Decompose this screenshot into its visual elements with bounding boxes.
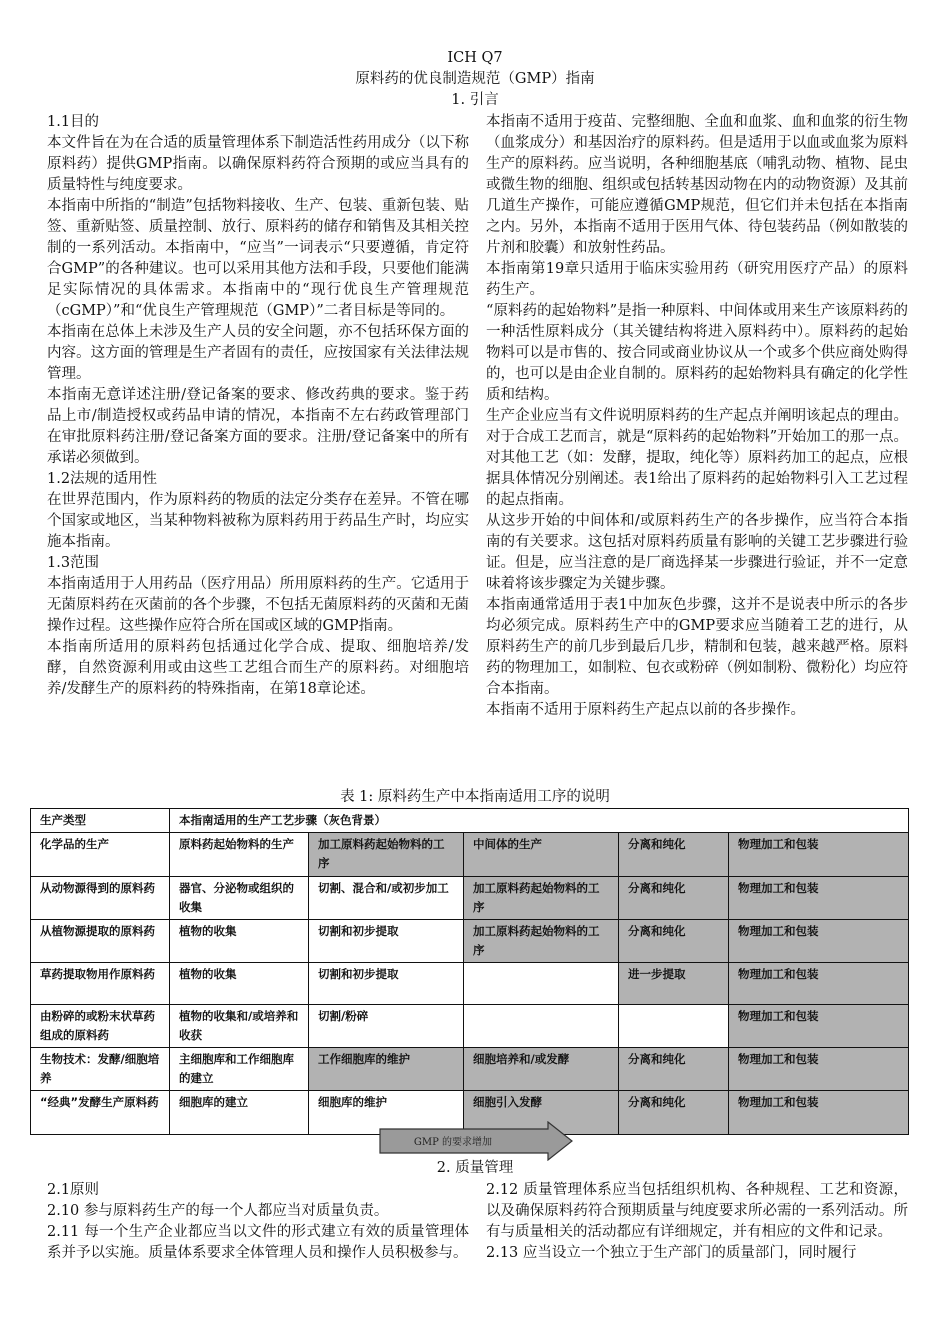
- process-steps-table: [30, 808, 909, 1135]
- clause-2-12: 2.12 质量管理体系应当包括组织机构、各种规程、工艺和资源，以及确保原料药符合预期质量与纯度要求所必需的一系列活动。所有与质量相关的活动都应有详细规定，并有相应的文件和记录。: [486, 1182, 908, 1240]
- process-step-cell: 分离和纯化: [619, 920, 729, 963]
- process-step-cell: 物理加工和包装: [729, 877, 909, 920]
- clause-2-10: 2.10 参与原料药生产的每一个人都应当对质量负责。: [47, 1203, 389, 1219]
- process-step-cell: 植物的收集: [170, 963, 309, 1005]
- table-row: [31, 833, 909, 877]
- process-step-cell: 物理加工和包装: [729, 833, 909, 877]
- process-step-cell: 加工原料药起始物料的工序: [309, 833, 464, 877]
- process-step-cell: 植物的收集: [170, 920, 309, 963]
- left-text-column: [47, 112, 469, 700]
- gmp-increase-arrow: [378, 1121, 574, 1161]
- process-step-cell: 物理加工和包装: [729, 920, 909, 963]
- process-step-cell: 切割、混合和/或初步加工: [309, 877, 464, 920]
- process-step-cell: 分离和纯化: [619, 1048, 729, 1091]
- process-step-cell: 分离和纯化: [619, 1091, 729, 1135]
- table-row: [31, 877, 909, 920]
- paragraph: 本指南不适用于原料药生产起点以前的各步操作。: [486, 702, 805, 718]
- process-step-cell: 进一步提取: [619, 963, 729, 1005]
- process-step-cell: [464, 1005, 619, 1048]
- process-step-cell: 物理加工和包装: [729, 1005, 909, 1048]
- heading-1-2: 1.2法规的适用性: [47, 471, 158, 487]
- paragraph: 在世界范围内，作为原料药的物质的法定分类存在差异。不管在哪个国家或地区，当某种物料被称为原料药用于药品生产时，均应实施本指南。: [47, 492, 469, 550]
- process-step-cell: 细胞引入发酵: [464, 1091, 619, 1135]
- paragraph: 本指南第19章只适用于临床实验用药（研究用医疗产品）的原料药生产。: [486, 261, 908, 298]
- paragraph: 本指南不适用于疫苗、完整细胞、全血和血浆、血和血浆的衍生物（血浆成分）和基因治疗的原料药。但是适用于以血或血浆为原料生产的原料药。应当说明，各种细胞基底（哺乳动物、植物、昆虫或微生物的细胞、组织或包括转基因动物在内的动物资源）及其前几道生产操作，可能应遵循GMP规范，但它们并未包括在本指南之内。另外，本指南不适用于医用气体、待包装药品（例如散装的片剂和胶囊）和放射性药品。: [486, 114, 908, 256]
- process-step-cell: 分离和纯化: [619, 877, 729, 920]
- production-type-cell: 化学品的生产: [31, 833, 170, 877]
- process-step-cell: 物理加工和包装: [729, 1091, 909, 1135]
- production-type-cell: 草药提取物用作原料药: [31, 963, 170, 1005]
- process-step-cell: 工作细胞库的维护: [309, 1048, 464, 1091]
- process-step-cell: 切割和初步提取: [309, 963, 464, 1005]
- paragraph: 本指南适用于人用药品（医疗用品）所用原料药的生产。它适用于无菌原料药在灭菌前的各个步骤，不包括无菌原料药的灭菌和无菌操作过程。这些操作应符合所在国或区域的GMP指南。: [47, 576, 469, 634]
- process-step-cell: [464, 963, 619, 1005]
- process-step-cell: 物理加工和包装: [729, 1048, 909, 1091]
- paragraph: 本指南在总体上未涉及生产人员的安全问题，亦不包括环保方面的内容。这方面的管理是生产者固有的责任，应按国家有关法律法规管理。: [47, 324, 469, 382]
- production-type-cell: “经典”发酵生产原料药: [31, 1091, 170, 1135]
- process-step-cell: 中间体的生产: [464, 833, 619, 877]
- process-step-cell: 加工原料药起始物料的工序: [464, 920, 619, 963]
- header-production-type: 生产类型: [31, 809, 170, 833]
- section-2-right-column: [486, 1180, 908, 1264]
- clause-2-11: 2.11 每一个生产企业都应当以文件的形式建立有效的质量管理体系并予以实施。质量体系要求全体管理人员和操作人员积极参与。: [47, 1224, 469, 1261]
- production-type-cell: 从植物源提取的原料药: [31, 920, 170, 963]
- table-row: [31, 1048, 909, 1091]
- header-process-steps: 本指南适用的生产工艺步骤（灰色背景）: [170, 809, 909, 833]
- heading-1-3: 1.3范围: [47, 555, 100, 571]
- process-step-cell: 细胞培养和/或发酵: [464, 1048, 619, 1091]
- paragraph: 本文件旨在为在合适的质量管理体系下制造活性药用成分（以下称原料药）提供GMP指南。以确保原料药符合预期的或应当具有的质量特性与纯度要求。: [47, 135, 469, 193]
- heading-1-1: 1.1目的: [47, 114, 100, 130]
- paragraph: 生产企业应当有文件说明原料药的生产起点并阐明该起点的理由。对于合成工艺而言，就是“原料药的起始物料”开始加工的那一点。对其他工艺（如：发酵，提取，纯化等）原料药加工的起点，应根据具体情况分别阐述。表1给出了原料药的起始物料引入工艺过程的起点指南。: [486, 408, 908, 508]
- production-type-cell: 生物技术：发酵/细胞培养: [31, 1048, 170, 1091]
- process-step-cell: 切割和初步提取: [309, 920, 464, 963]
- process-step-cell: 分离和纯化: [619, 833, 729, 877]
- table-caption: 表 1: 原料药生产中本指南适用工序的说明: [340, 789, 610, 805]
- table-row: [31, 920, 909, 963]
- section-1-heading: 1. 引言: [451, 92, 499, 108]
- paragraph: 本指南无意详述注册/登记备案的要求、修改药典的要求。鉴于药品上市/制造授权或药品申请的情况，本指南不左右药政管理部门在审批原料药注册/登记备案方面的要求。注册/登记备案中的所有承诺必须做到。: [47, 387, 469, 466]
- production-type-cell: 由粉碎的或粉末状草药组成的原料药: [31, 1005, 170, 1048]
- paragraph: 本指南所适用的原料药包括通过化学合成、提取、细胞培养/发酵，自然资源利用或由这些工艺组合而生产的原料药。对细胞培养/发酵生产的原料药的特殊指南，在第18章论述。: [47, 639, 469, 697]
- section-2-heading: 2. 质量管理: [436, 1160, 514, 1176]
- paragraph: 本指南中所指的“制造”包括物料接收、生产、包装、重新包装、贴签、重新贴签、质量控制、放行、原料药的储存和销售及其相关控制的一系列活动。本指南中，“应当”一词表示“只要遵循，肯定符合GMP”的各种建议。也可以采用其他方法和手段，只要他们能满足实际情况的具体需求。本指南中的“现行优良生产管理规范（cGMP）”和“优良生产管理规范（GMP）”二者目标是等同的。: [47, 198, 469, 319]
- heading-2-1: 2.1原则: [47, 1182, 100, 1198]
- right-text-column: [486, 112, 908, 721]
- production-type-cell: 从动物源得到的原料药: [31, 877, 170, 920]
- process-step-cell: 主细胞库和工作细胞库的建立: [170, 1048, 309, 1091]
- table-row: [31, 1005, 909, 1048]
- section-2-left-column: [47, 1180, 469, 1264]
- process-step-cell: [619, 1005, 729, 1048]
- process-step-cell: 细胞库的维护: [309, 1091, 464, 1135]
- process-step-cell: 物理加工和包装: [729, 963, 909, 1005]
- process-step-cell: 原料药起始物料的生产: [170, 833, 309, 877]
- table-row: [31, 963, 909, 1005]
- clause-2-13: 2.13 应当设立一个独立于生产部门的质量部门，同时履行: [486, 1245, 857, 1261]
- paragraph: 本指南通常适用于表1中加灰色步骤，这并不是说表中所示的各步均必须完成。原料药生产中的GMP要求应当随着工艺的进行，从原料药生产的前几步到最后几步，精制和包装，越来越严格。原料药的物理加工，如制粒、包衣或粉碎（例如制粉、微粉化）均应符合本指南。: [486, 597, 908, 697]
- paragraph: “原料药的起始物料”是指一种原料、中间体或用来生产该原料药的一种活性原料成分（其关键结构将进入原料药中）。原料药的起始物料可以是市售的、按合同或商业协议从一个或多个供应商处购得的，也可以是由企业自制的。原料药的起始物料具有确定的化学性质和结构。: [486, 303, 908, 403]
- process-step-cell: 器官、分泌物或组织的收集: [170, 877, 309, 920]
- process-step-cell: 植物的收集和/或培养和收获: [170, 1005, 309, 1048]
- process-step-cell: 加工原料药起始物料的工序: [464, 877, 619, 920]
- document-id: ICH Q7: [447, 50, 503, 66]
- process-step-cell: 细胞库的建立: [170, 1091, 309, 1135]
- paragraph: 从这步开始的中间体和/或原料药生产的各步操作，应当符合本指南的有关要求。这包括对原料药质量有影响的关键工艺步骤进行验证。但是，应当注意的是厂商选择某一步骤进行验证，并不一定意味着将该步骤定为关键步骤。: [486, 513, 908, 592]
- table-header-row: [31, 809, 909, 833]
- document-title: 原料药的优良制造规范（GMP）指南: [355, 71, 595, 87]
- process-step-cell: 切割/粉碎: [309, 1005, 464, 1048]
- arrow-label: GMP 的要求增加: [413, 1137, 493, 1148]
